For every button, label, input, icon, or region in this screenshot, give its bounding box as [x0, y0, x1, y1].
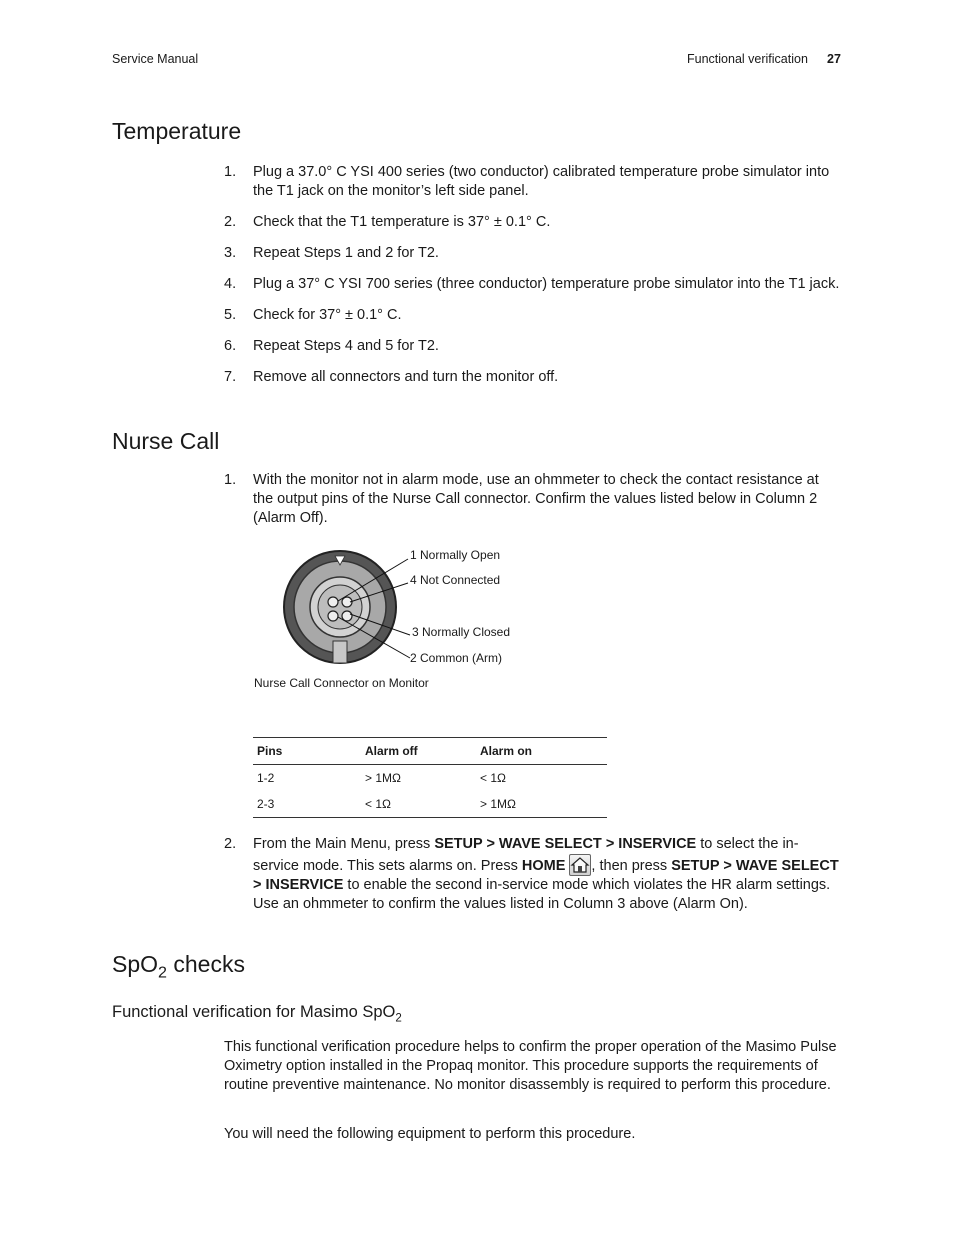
table-cell: > 1MΩ [476, 791, 607, 818]
step: 1. With the monitor not in alarm mode, use an ohmmeter to check the contact resistance at the output pins of the Nurse Call connector. Confirm the values listed below in Column 2 (Alarm Off). [224, 472, 819, 526]
step: 1. Plug a 37.0° C YSI 400 series (two conductor) calibrated temperature probe simulator into the T1 jack on the monitor’s left side panel. [224, 164, 830, 199]
label-pin2: 2 Common (Arm) [410, 651, 503, 665]
header-section: Functional verification [687, 52, 808, 66]
paragraph: You will need the following equipment to perform this procedure. [224, 1126, 636, 1142]
table-cell: 2-3 [253, 791, 361, 818]
masimo-subheading: Functional verification for Masimo SpO$_2$ [112, 1003, 402, 1025]
paragraph: This functional verification procedure helps to confirm the proper operation of the Masimo Pulse Oximetry option installed in the Propaq monitor. This procedure supports the requirements of routine preventive maintenance. No monitor disassembly is required to perform this procedure. [224, 1039, 837, 1093]
connector-figure [280, 545, 520, 675]
table-cell: < 1Ω [480, 771, 506, 785]
temperature-steps [224, 163, 840, 399]
temperature-heading: Temperature [112, 118, 242, 144]
header-pins: Pins [253, 738, 361, 765]
step: 2. From the Main Menu, press SETUP > WAVE SELECT > INSERVICE to select the in-service mode. This sets alarms on. Press HOME , then press SETUP > WAVE SELECT > INSERVICE to enable the second in-service mode which violates the HR alarm settings. Use an ohmmeter to confirm the values listed in Column 3 above (Alarm On). [224, 836, 839, 912]
page-number: 27 [827, 52, 841, 66]
step: 5. Check for 37° ± 0.1° C. [224, 307, 402, 323]
nurse-call-steps [224, 471, 840, 540]
pins-table [253, 737, 607, 818]
table-header-row [253, 738, 607, 765]
header-alarm-on: Alarm on [476, 738, 607, 765]
nurse-call-heading: Nurse Call [112, 428, 220, 454]
label-pin1: 1 Normally Open [410, 548, 501, 562]
step: 7. Remove all connectors and turn the monitor off. [224, 369, 559, 385]
table-row [253, 791, 607, 818]
table-cell: > 1MΩ [365, 771, 401, 785]
nurse-call-steps-2 [224, 835, 840, 926]
figure-caption: Nurse Call Connector on Monitor [254, 676, 429, 690]
label-pin4: 4 Not Connected [410, 573, 501, 587]
home-icon [569, 854, 591, 876]
header-alarm-off: Alarm off [361, 738, 476, 765]
table-cell: 1-2 [257, 771, 275, 785]
table-row [253, 765, 607, 792]
step: 3. Repeat Steps 1 and 2 for T2. [224, 245, 439, 261]
table-cell: < 1Ω [361, 791, 476, 818]
step: 4. Plug a 37° C YSI 700 series (three conductor) temperature probe simulator into the T1 jack. [224, 276, 840, 292]
spo2-heading: SpO$_2$ checks [112, 951, 245, 982]
label-pin3: 3 Normally Closed [412, 625, 511, 639]
step: 6. Repeat Steps 4 and 5 for T2. [224, 338, 439, 354]
step: 2. Check that the T1 temperature is 37° ± 0.1° C. [224, 214, 551, 230]
header-left: Service Manual [112, 52, 199, 66]
